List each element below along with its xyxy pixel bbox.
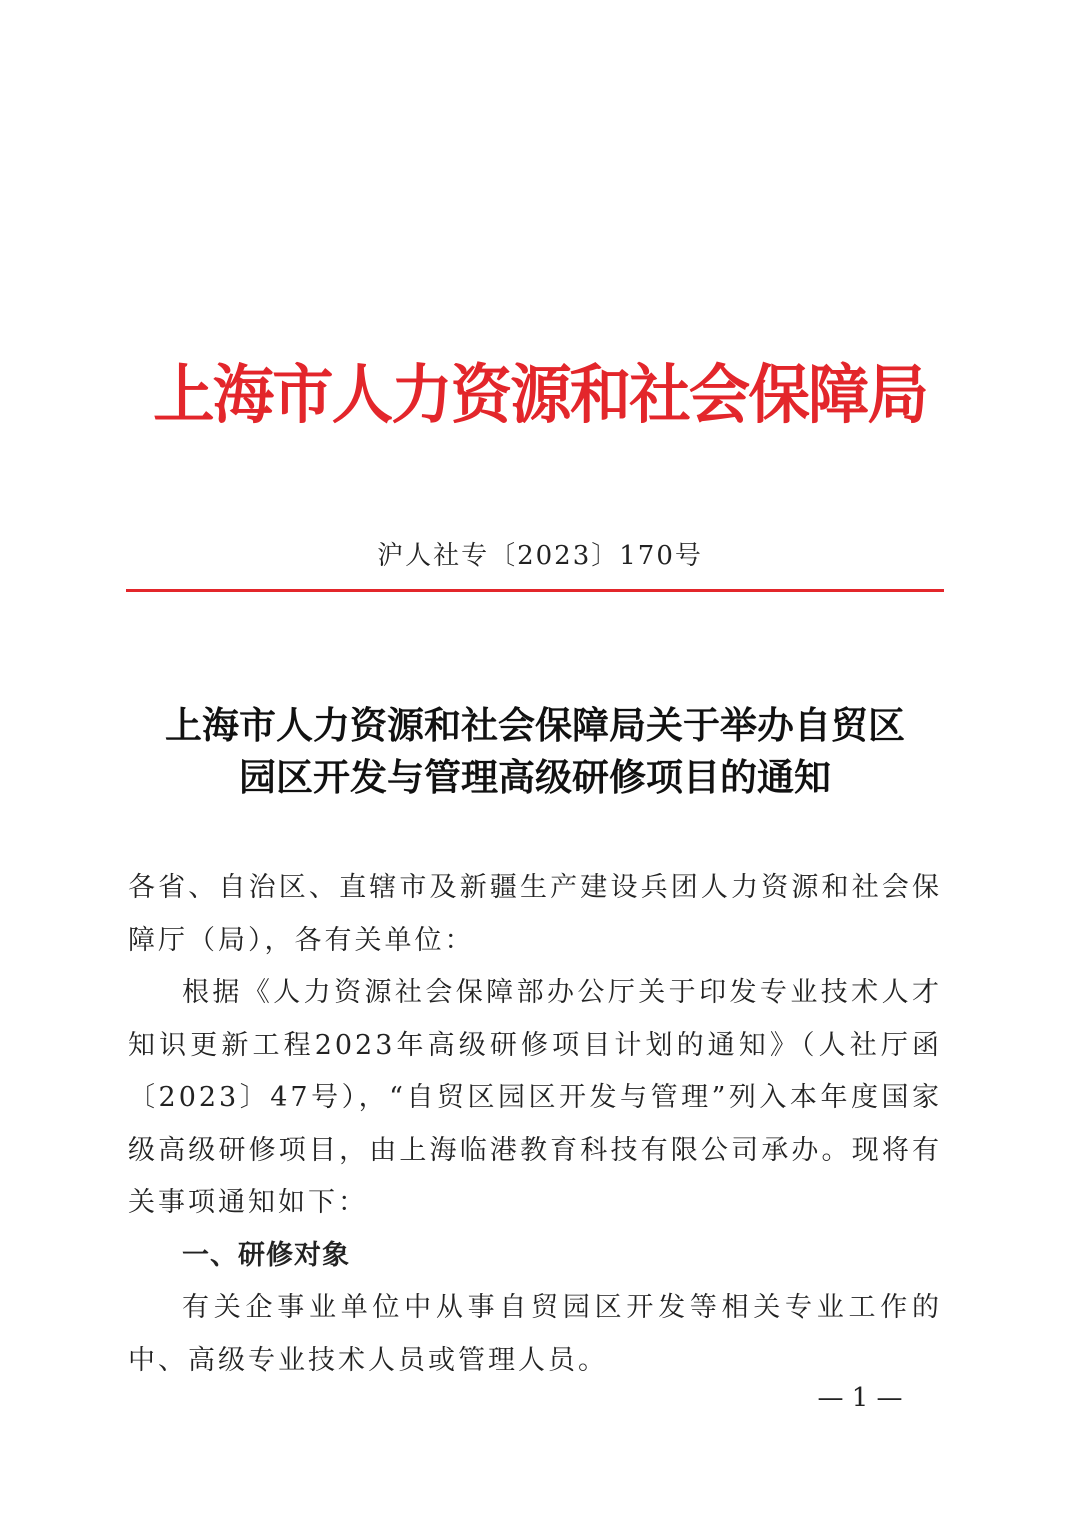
red-divider-line xyxy=(126,589,944,592)
title-line-1: 上海市人力资源和社会保障局关于举办自贸区 xyxy=(165,704,905,747)
document-body xyxy=(128,862,942,1387)
document-title xyxy=(126,700,944,804)
paragraph-intro: 根据《人力资源社会保障部办公厅关于印发专业技术人才知识更新工程2023年高级研修项目计划的通知》（人社厅函〔2023〕47号），“自贸区园区开发与管理”列入本年度国家级高级研修项目，由上海临港教育科技有限公司承办。现将有关事项通知如下： xyxy=(128,977,942,1218)
salutation: 各省、自治区、直辖市及新疆生产建设兵团人力资源和社会保障厅（局），各有关单位： xyxy=(128,872,942,956)
section-heading-participants: 一、研修对象 xyxy=(182,1239,350,1271)
paragraph-participants: 有关企事业单位中从事自贸园区开发等相关专业工作的中、高级专业技术人员或管理人员。 xyxy=(128,1292,942,1376)
page-number: — 1 — xyxy=(817,1383,903,1413)
title-line-2: 园区开发与管理高级研修项目的通知 xyxy=(239,756,831,799)
document-number: 沪人社专〔2023〕170号 xyxy=(377,541,703,571)
issuing-organization-header: 上海市人力资源和社会保障局 xyxy=(153,358,927,433)
